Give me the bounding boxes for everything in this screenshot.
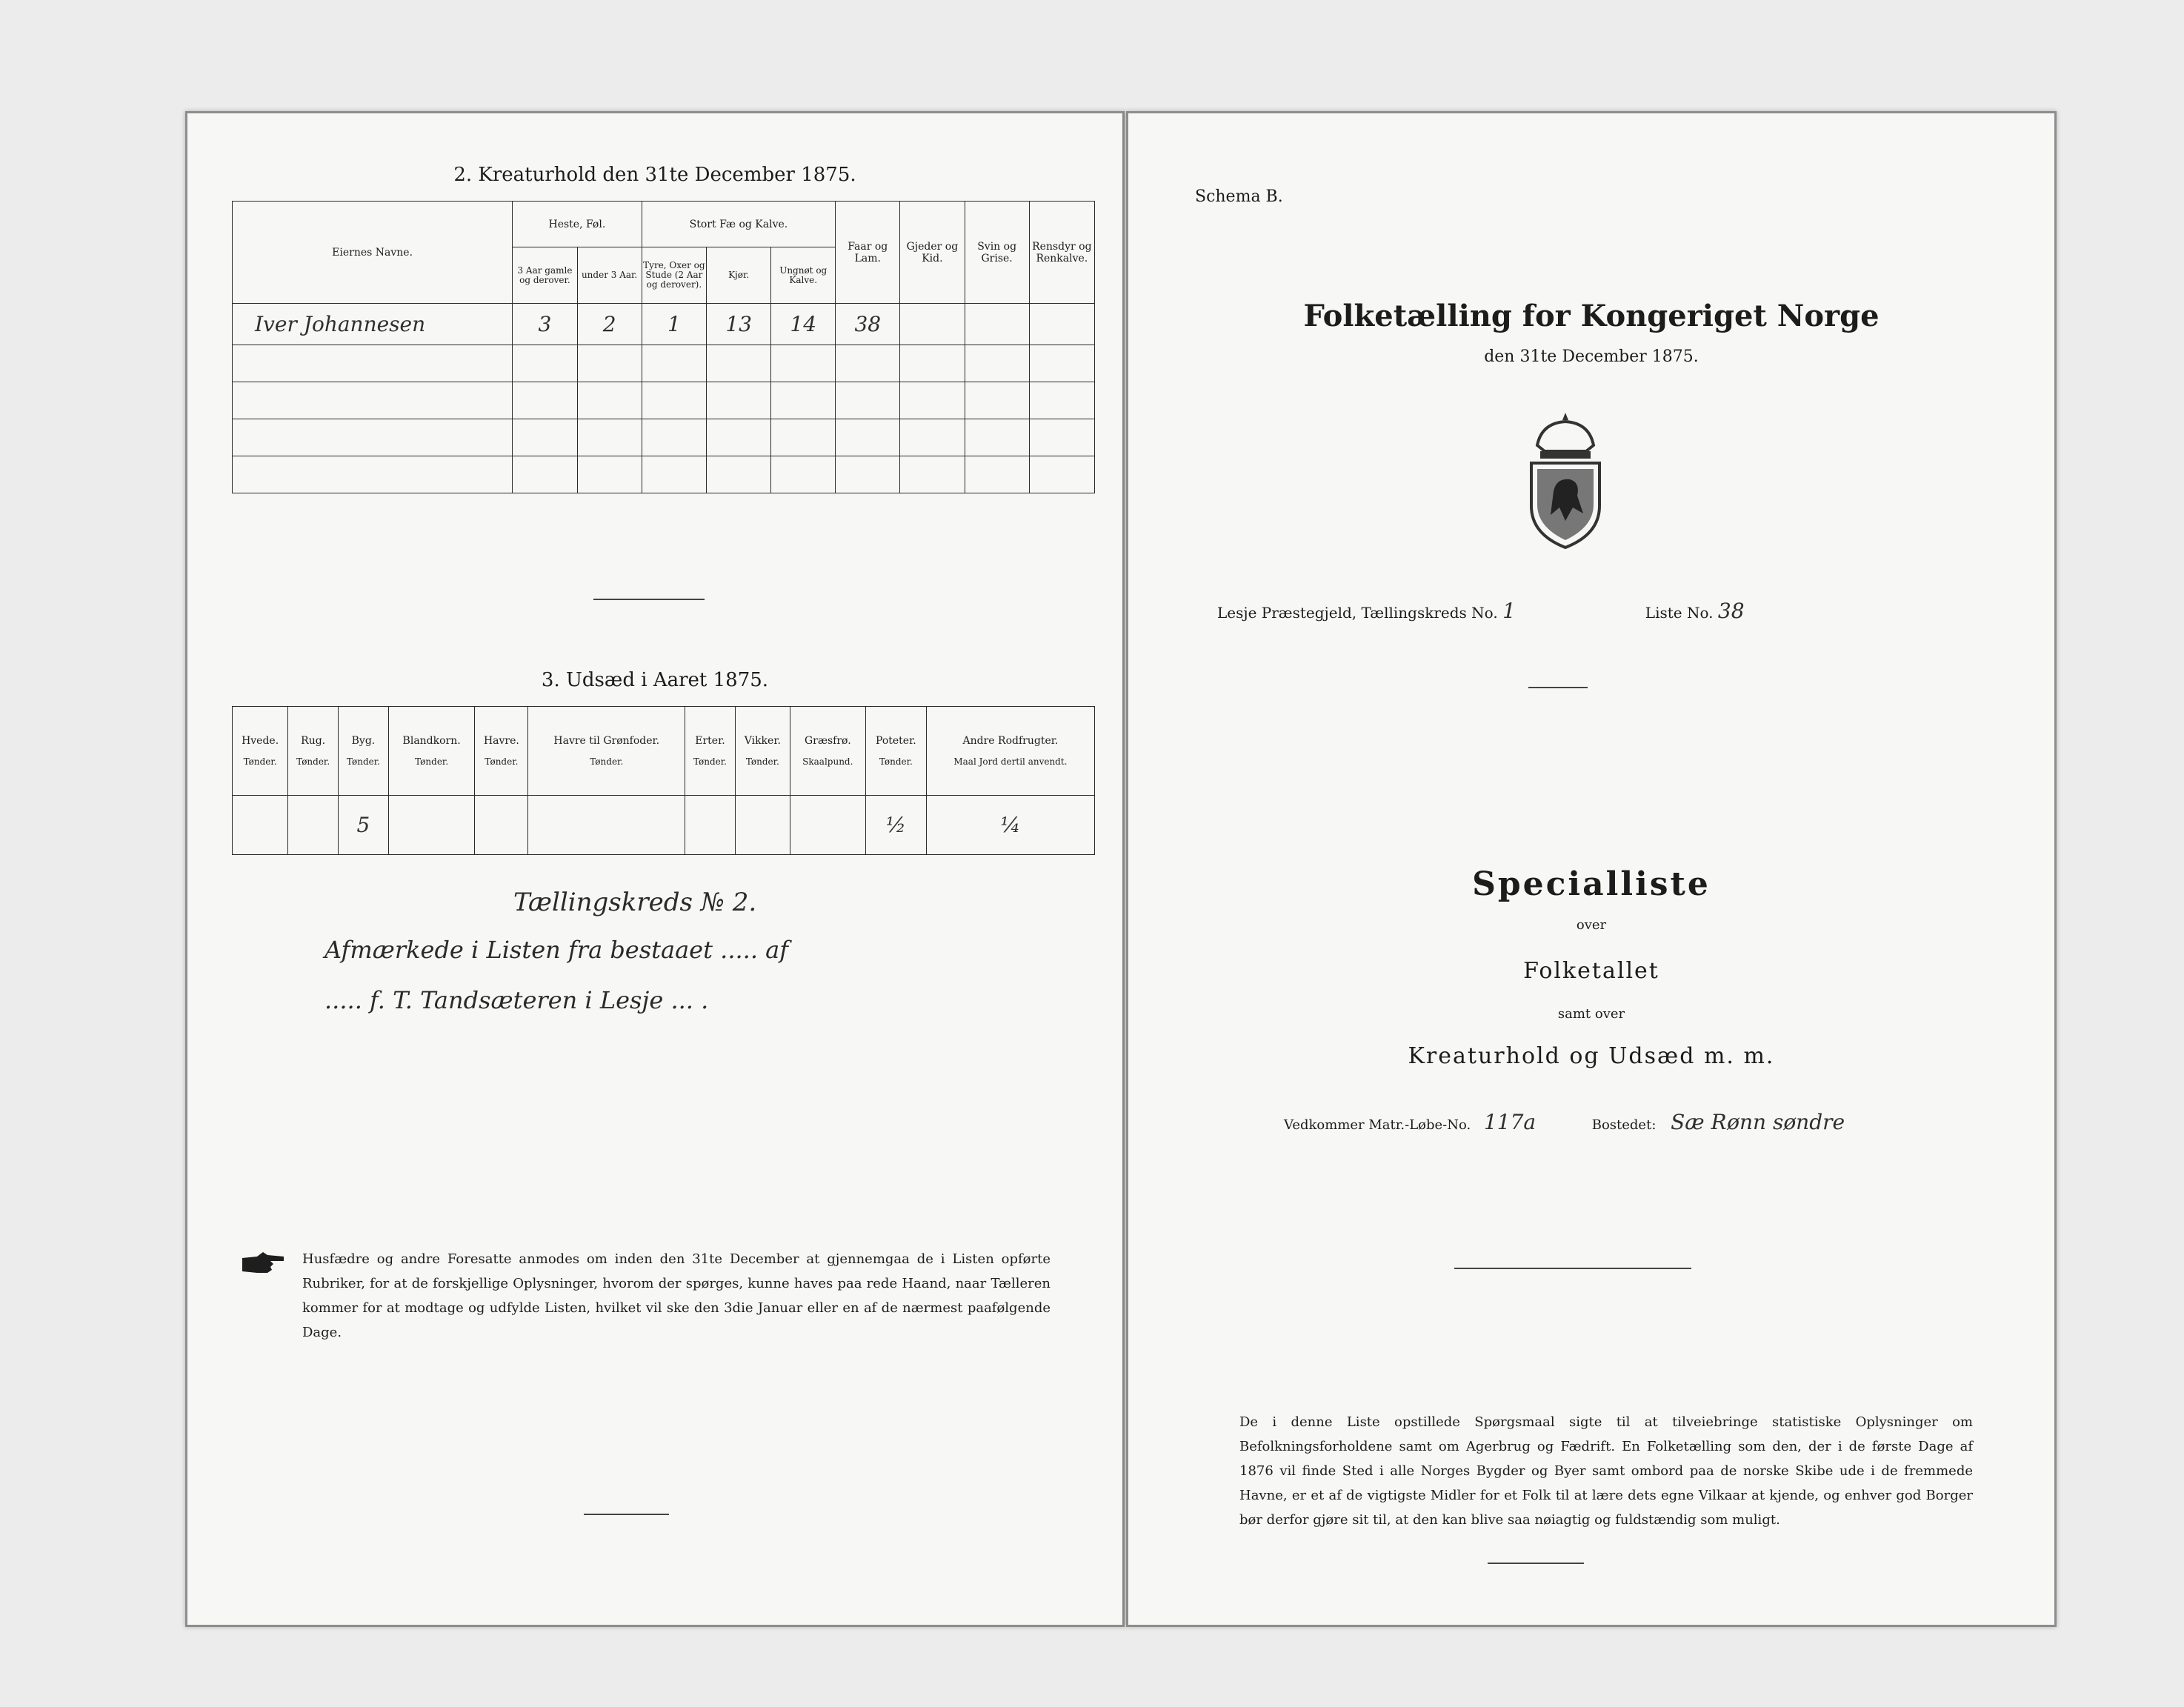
left-page [185, 111, 1125, 1627]
property-line [1284, 1110, 1845, 1134]
list-label: Liste No. [1645, 604, 1714, 622]
district-line [1217, 599, 1745, 623]
young-cattle-cell: 14 [771, 304, 836, 345]
table-row [233, 796, 1095, 855]
bulls-header: Tyre, Oxer og Stude (2 Aar og derover). [642, 247, 707, 304]
sowing-value-cell [790, 796, 865, 855]
sowing-col-name: Blandkorn. [402, 735, 461, 747]
sowing-col-name: Byg. [351, 735, 376, 747]
over-text: over [1576, 917, 1607, 933]
parish-label: Præstegjeld, [1261, 604, 1357, 622]
sowing-heading: 3. Udsæd i Aaret 1875. [541, 669, 769, 691]
sowing-col-header [528, 707, 685, 796]
right-page [1126, 111, 2057, 1627]
pigs-cell [965, 304, 1029, 345]
sowing-value-cell: ½ [865, 796, 926, 855]
cows-header: Kjør. [707, 247, 771, 304]
reindeer-header: Rensdyr og Renkalve. [1029, 202, 1094, 304]
sowing-col-header [735, 707, 790, 796]
divider [1454, 1268, 1691, 1269]
sowing-value-cell [475, 796, 528, 855]
sowing-col-unit: Tønder. [693, 756, 727, 767]
parish-name: Lesje [1217, 604, 1257, 622]
sowing-value-cell [528, 796, 685, 855]
schema-label: Schema B. [1195, 187, 1283, 206]
sowing-value-cell [735, 796, 790, 855]
matr-label: Vedkommer Matr.-Løbe-No. [1284, 1117, 1471, 1133]
cattle-group-header: Stort Fæ og Kalve. [642, 202, 836, 247]
footer-text: De i denne Liste opstillede Spørgsmaal sigte til at tilveiebringe statistiske Oplysninger om Befolkningsforholdene samt om Agerbrug og Fædrift. En Folketælling som den, der i de første Dage af 1876 vil finde Sted i alle Norges Bygder og Byer samt ombord paa de norske Skibe ude i de fremmede Havne, er et af de vigtigste Midler for et Folk til at lære dets egne Vilkaar at kjende, og enhver god Borger bør derfor gjøre sit til, at den kan blive saa nøiagtig og fuldstændig som muligt. [1239, 1414, 1973, 1528]
sowing-value-cell: 5 [339, 796, 389, 855]
divider [584, 1514, 669, 1515]
bosted-value: Sæ Rønn søndre [1671, 1110, 1845, 1134]
owner-name-cell: Iver Johannesen [233, 304, 513, 345]
sowing-col-header [685, 707, 736, 796]
table-row [233, 382, 1095, 419]
note-line-2: Afmærkede i Listen fra bestaaet ..... af [324, 936, 789, 964]
horses-young-header: under 3 Aar. [577, 247, 642, 304]
sowing-col-unit: Tønder. [415, 756, 449, 767]
bulls-cell: 1 [642, 304, 707, 345]
sowing-col-unit: Tønder. [590, 756, 624, 767]
sowing-col-name: Græsfrø. [804, 735, 851, 747]
note-line-1: Tællingskreds № 2. [513, 888, 757, 917]
owner-header: Eiernes Navne. [233, 202, 513, 304]
sowing-col-header [233, 707, 288, 796]
kreaturhold-title: Kreaturhold og Udsæd m. m. [1408, 1043, 1775, 1069]
sowing-col-name: Andre Rodfrugter. [962, 735, 1059, 747]
bosted-label: Bostedet: [1591, 1117, 1657, 1133]
pointing-hand-icon [241, 1251, 285, 1277]
note-line-3: ..... f. T. Tandsæteren i Lesje ... . [324, 986, 709, 1014]
sowing-value-cell [388, 796, 475, 855]
horses-old-cell: 3 [513, 304, 577, 345]
sowing-col-unit: Tønder. [485, 756, 519, 767]
samt-over-text: samt over [1557, 1006, 1625, 1022]
livestock-heading: 2. Kreaturhold den 31te December 1875. [453, 164, 856, 186]
horses-old-header: 3 Aar gamle og derover. [513, 247, 577, 304]
sowing-col-name: Vikker. [744, 735, 781, 747]
matr-number: 117a [1483, 1110, 1537, 1134]
district-number: 1 [1502, 599, 1516, 623]
sowing-col-unit: Skaalpund. [802, 756, 853, 767]
horses-young-cell: 2 [577, 304, 642, 345]
sheep-header: Faar og Lam. [836, 202, 900, 304]
sowing-col-unit: Tønder. [879, 756, 913, 767]
sowing-col-unit: Maal Jord dertil anvendt. [953, 756, 1068, 767]
sowing-col-header [388, 707, 475, 796]
sheep-cell: 38 [836, 304, 900, 345]
coat-of-arms-icon [1521, 410, 1610, 550]
goats-header: Gjeder og Kid. [900, 202, 965, 304]
sowing-value-cell: ¼ [926, 796, 1094, 855]
sowing-col-header [288, 707, 339, 796]
sowing-col-header [865, 707, 926, 796]
sowing-col-name: Poteter. [875, 735, 916, 747]
main-title: Folketælling for Kongeriget Norge [1303, 299, 1880, 333]
goats-cell [900, 304, 965, 345]
sowing-col-unit: Tønder. [243, 756, 277, 767]
sowing-col-name: Rug. [301, 735, 326, 747]
table-row [233, 345, 1095, 382]
census-date: den 31te December 1875. [1484, 347, 1699, 366]
specialliste-title: Specialliste [1472, 865, 1711, 903]
sowing-col-header [926, 707, 1094, 796]
table-row [233, 304, 1095, 345]
divider [1488, 1563, 1584, 1564]
sowing-table [232, 706, 1095, 855]
young-cattle-header: Ungnøt og Kalve. [771, 247, 836, 304]
reindeer-cell [1029, 304, 1094, 345]
folketallet-title: Folketallet [1523, 958, 1659, 984]
sowing-col-header [790, 707, 865, 796]
table-row [233, 456, 1095, 493]
sowing-col-header [475, 707, 528, 796]
sowing-col-name: Hvede. [242, 735, 279, 747]
notice-text: Husfædre og andre Foresatte anmodes om inden den 31te December at gjennemgaa de i Listen opførte Rubriker, for at de forskjellige Oplysninger, hvorom der spørges, kunne haves paa rede Haand, naar Tælleren kommer for at modtage og udfylde Listen, hvilket vil ske den 3die Januar eller en af de nærmest paafølgende Dage. [302, 1251, 1051, 1340]
table-row [233, 419, 1095, 456]
district-label: Tællingskreds No. [1361, 604, 1498, 622]
pigs-header: Svin og Grise. [965, 202, 1029, 304]
divider [593, 599, 705, 600]
sowing-col-name: Erter. [695, 735, 725, 747]
livestock-table [232, 201, 1095, 493]
sowing-col-header [339, 707, 389, 796]
sowing-col-unit: Tønder. [346, 756, 380, 767]
sowing-value-cell [233, 796, 288, 855]
sowing-col-name: Havre til Grønfoder. [553, 735, 660, 747]
sowing-value-cell [288, 796, 339, 855]
sowing-value-cell [685, 796, 736, 855]
list-number: 38 [1717, 599, 1745, 623]
sowing-col-name: Havre. [483, 735, 519, 747]
cows-cell: 13 [707, 304, 771, 345]
sowing-col-unit: Tønder. [296, 756, 330, 767]
sowing-col-unit: Tønder. [745, 756, 779, 767]
horses-group-header: Heste, Føl. [513, 202, 642, 247]
divider [1528, 687, 1588, 688]
